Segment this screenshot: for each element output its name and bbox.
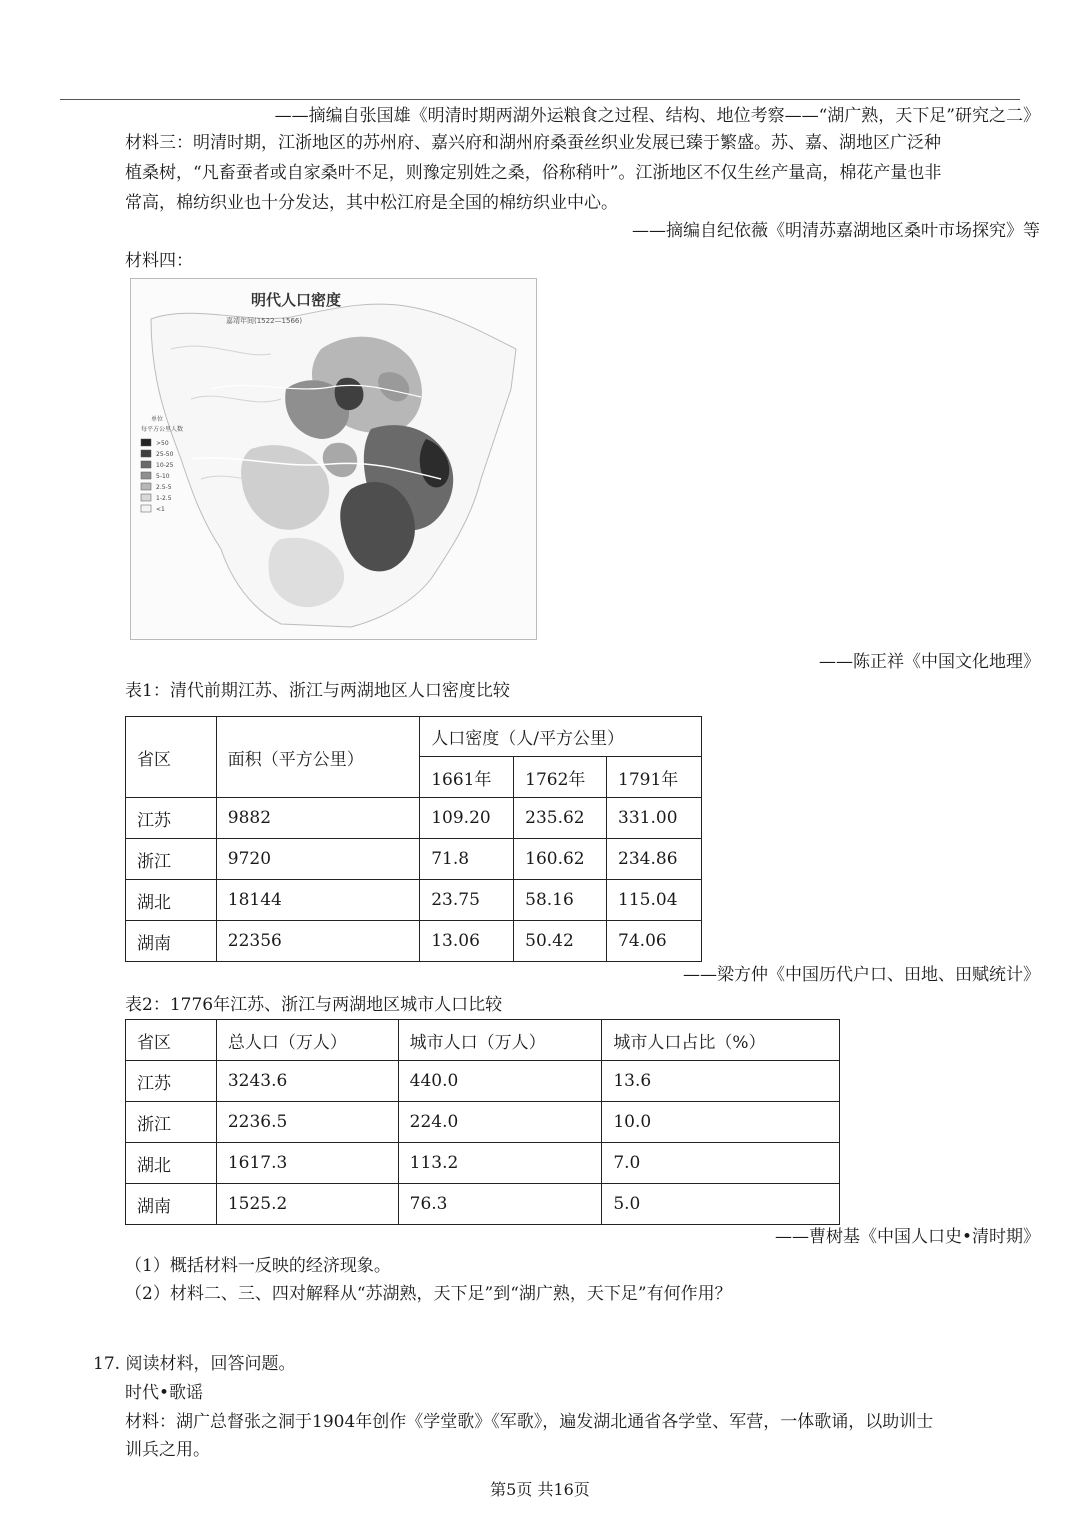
legend-swatch-6 [141,494,151,501]
legend-swatch-4 [141,472,151,479]
table-cell: 71.8 [420,839,514,880]
question-1: （1）概括材料一反映的经济现象。 [125,1256,391,1276]
legend-label-2: 25-50 [156,451,174,458]
table-cell: 湖南 [126,1184,217,1225]
table-cell: 湖北 [126,880,217,921]
table-cell: 江苏 [126,1061,217,1102]
table-cell: 9882 [216,798,419,839]
legend-label-5: 2.5-5 [156,484,172,491]
page-footer: 第5页 共16页 [490,1480,590,1499]
table-cell: 58.16 [514,880,607,921]
table-cell: 22356 [216,921,419,962]
table-cell: 440.0 [398,1061,602,1102]
table1-caption: 表1：清代前期江苏、浙江与两湖地区人口密度比较 [125,681,510,701]
table-row [126,839,702,880]
table-row [126,921,702,962]
legend-swatch-3 [141,461,151,468]
q17-material-line2: 训兵之用。 [125,1440,210,1460]
table-cell: 3243.6 [216,1061,398,1102]
question-2: （2）材料二、三、四对解释从“苏湖熟，天下足”到“湖广熟，天下足”有何作用？ [125,1284,732,1304]
table-header-row [126,717,702,757]
table-cell: 113.2 [398,1143,602,1184]
table-cell: 160.62 [514,839,607,880]
table-cell: 湖南 [126,921,217,962]
table-cell: 74.06 [607,921,702,962]
material4-label: 材料四： [125,251,193,271]
header-year: 1762年 [514,757,607,798]
legend-label-7: <1 [156,506,165,513]
header-cell: 总人口（万人） [216,1020,398,1061]
table-cell: 1525.2 [216,1184,398,1225]
table-cell: 10.0 [602,1102,840,1143]
table-cell: 江苏 [126,798,217,839]
legend-label-3: 10-25 [156,462,174,469]
table-cell: 23.75 [420,880,514,921]
table-cell: 76.3 [398,1184,602,1225]
map-legend [141,415,183,513]
table-row [126,798,702,839]
q17-subtitle: 时代•歌谣 [125,1383,204,1403]
header-density: 人口密度（人/平方公里） [420,717,702,757]
header-cell: 城市人口占比（%） [602,1020,840,1061]
q17-title: 17. 阅读材料，回答问题。 [93,1354,296,1374]
table-row [126,1061,840,1102]
table-cell: 109.20 [420,798,514,839]
header-year: 1791年 [607,757,702,798]
table-row [126,880,702,921]
table1-population-density [125,716,702,962]
legend-title-unit: 单位 [151,416,164,423]
material3-line1: 材料三：明清时期，江浙地区的苏州府、嘉兴府和湖州府桑蚕丝织业发展已臻于繁盛。苏、嘉、湖地区广泛种 [125,133,941,153]
table-row [126,1102,840,1143]
table-cell: 50.42 [514,921,607,962]
legend-label-6: 1-2.5 [156,495,172,502]
table-row [126,1143,840,1184]
header-rule [60,99,1020,100]
header-year: 1661年 [420,757,514,798]
table-row [126,1184,840,1225]
source-table1: ——梁方仲《中国历代户口、田地、田赋统计》 [683,965,1040,985]
table-cell: 浙江 [126,839,217,880]
legend-label-1: >50 [156,440,169,447]
table-cell: 234.86 [607,839,702,880]
map-subtitle: 嘉靖年间(1522—1566) [226,317,303,325]
table-cell: 18144 [216,880,419,921]
material3-line2: 植桑树，“凡畜蚕者或自家桑叶不足，则豫定别姓之桑，俗称稍叶”。江浙地区不仅生丝产量高，棉花产量也非 [125,163,942,183]
table2-caption: 表2：1776年江苏、浙江与两湖地区城市人口比较 [125,995,503,1015]
table-cell: 13.06 [420,921,514,962]
table-cell: 1617.3 [216,1143,398,1184]
legend-swatch-5 [141,483,151,490]
table-cell: 湖北 [126,1143,217,1184]
legend-swatch-1 [141,439,151,446]
table-cell: 235.62 [514,798,607,839]
table-cell: 浙江 [126,1102,217,1143]
header-cell: 省区 [126,1020,217,1061]
header-province: 省区 [126,717,217,798]
table-cell: 2236.5 [216,1102,398,1143]
table-cell: 115.04 [607,880,702,921]
table-cell: 5.0 [602,1184,840,1225]
table-cell: 224.0 [398,1102,602,1143]
table-cell: 331.00 [607,798,702,839]
legend-swatch-2 [141,450,151,457]
table-header-row [126,1020,840,1061]
source-material4: ——陈正祥《中国文化地理》 [819,652,1040,672]
source-table2: ——曹树基《中国人口史•清时期》 [774,1227,1040,1247]
legend-title-desc: 每平方公里人数 [141,426,184,433]
table2-urban-population [125,1019,840,1225]
table-cell: 13.6 [602,1061,840,1102]
map-title: 明代人口密度 [251,291,342,309]
q17-material-line1: 材料：湖广总督张之洞于1904年创作《学堂歌》《军歌》，遍发湖北通省各学堂、军营，一体歌诵，以助训士 [125,1412,934,1432]
header-area: 面积（平方公里） [216,717,419,798]
map-graphic [131,279,536,639]
material3-line3: 常高，棉纺织业也十分发达，其中松江府是全国的棉纺织业中心。 [125,193,618,213]
table-cell: 7.0 [602,1143,840,1184]
legend-label-4: 5-10 [156,473,170,480]
ming-population-density-map [130,278,537,640]
legend-swatch-7 [141,505,151,512]
table-cell: 9720 [216,839,419,880]
header-cell: 城市人口（万人） [398,1020,602,1061]
source-material2: ——摘编自张国雄《明清时期两湖外运粮食之过程、结构、地位考察——“湖广熟，天下足”研究之二》 [274,106,1040,126]
source-material3: ——摘编自纪依薇《明清苏嘉湖地区桑叶市场探究》等 [632,221,1040,241]
